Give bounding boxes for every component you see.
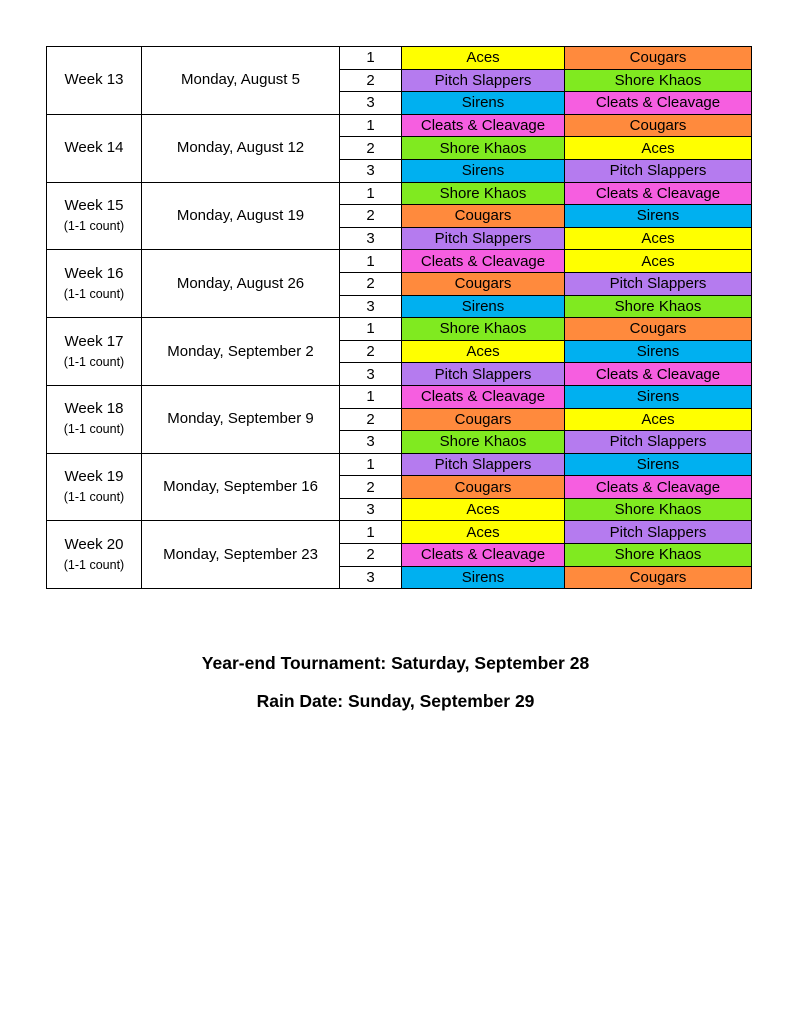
- away-team: Pitch Slappers: [565, 272, 752, 295]
- away-team: Pitch Slappers: [565, 431, 752, 454]
- away-team: Shore Khaos: [565, 69, 752, 92]
- game-number: 2: [340, 544, 402, 567]
- away-team: Shore Khaos: [565, 544, 752, 567]
- game-number: 2: [340, 205, 402, 228]
- home-team: Sirens: [402, 159, 565, 182]
- away-team: Sirens: [565, 340, 752, 363]
- home-team: Shore Khaos: [402, 182, 565, 205]
- away-team: Pitch Slappers: [565, 521, 752, 544]
- week-cell: [47, 182, 142, 250]
- schedule-table: [46, 46, 752, 589]
- game-number: 3: [340, 566, 402, 589]
- away-team: Sirens: [565, 205, 752, 228]
- home-team: Aces: [402, 498, 565, 521]
- away-team: Cougars: [565, 114, 752, 137]
- game-date: Monday, August 26: [142, 250, 340, 318]
- game-row: [47, 114, 752, 137]
- game-number: 2: [340, 476, 402, 499]
- week-label: Week 17: [64, 332, 124, 350]
- game-number: 1: [340, 521, 402, 544]
- game-date: Monday, August 5: [142, 47, 340, 115]
- game-row: [47, 318, 752, 341]
- week-label: Week 18: [64, 400, 124, 418]
- game-number: 3: [340, 159, 402, 182]
- game-number: 1: [340, 250, 402, 273]
- game-date: Monday, September 16: [142, 453, 340, 521]
- week-note: (1-1 count): [63, 422, 125, 437]
- game-row: [47, 385, 752, 408]
- rain-date: Rain Date: Sunday, September 29: [256, 691, 535, 711]
- home-team: Pitch Slappers: [402, 363, 565, 386]
- game-number: 3: [340, 92, 402, 115]
- week-note: (1-1 count): [63, 286, 125, 301]
- game-number: 3: [340, 431, 402, 454]
- week-note: (1-1 count): [63, 218, 125, 233]
- away-team: Cleats & Cleavage: [565, 476, 752, 499]
- week-cell: [47, 385, 142, 453]
- game-date: Monday, August 12: [142, 114, 340, 182]
- game-number: 2: [340, 137, 402, 160]
- game-row: [47, 182, 752, 205]
- week-cell: [47, 318, 142, 386]
- game-number: 2: [340, 69, 402, 92]
- week-label: Week 19: [64, 468, 124, 486]
- game-number: 3: [340, 295, 402, 318]
- week-note: (1-1 count): [63, 557, 125, 572]
- away-team: Pitch Slappers: [565, 159, 752, 182]
- away-team: Shore Khaos: [565, 498, 752, 521]
- home-team: Pitch Slappers: [402, 227, 565, 250]
- week-cell: [47, 521, 142, 589]
- game-number: 1: [340, 182, 402, 205]
- away-team: Aces: [565, 227, 752, 250]
- game-row: [47, 250, 752, 273]
- away-team: Shore Khaos: [565, 295, 752, 318]
- week-label: Week 14: [64, 139, 124, 157]
- game-number: 1: [340, 385, 402, 408]
- away-team: Cleats & Cleavage: [565, 92, 752, 115]
- home-team: Shore Khaos: [402, 318, 565, 341]
- home-team: Sirens: [402, 295, 565, 318]
- away-team: Cougars: [565, 318, 752, 341]
- away-team: Cougars: [565, 566, 752, 589]
- week-note: (1-1 count): [63, 354, 125, 369]
- home-team: Cleats & Cleavage: [402, 385, 565, 408]
- home-team: Shore Khaos: [402, 431, 565, 454]
- game-row: [47, 453, 752, 476]
- tournament-date: Year-end Tournament: Saturday, September 28: [201, 653, 590, 673]
- home-team: Aces: [402, 47, 565, 70]
- home-team: Cougars: [402, 205, 565, 228]
- week-cell: [47, 114, 142, 182]
- game-number: 1: [340, 453, 402, 476]
- week-label: Week 13: [64, 71, 124, 89]
- game-number: 2: [340, 340, 402, 363]
- week-note: (1-1 count): [63, 490, 125, 505]
- game-number: 1: [340, 318, 402, 341]
- game-number: 1: [340, 114, 402, 137]
- week-cell: [47, 453, 142, 521]
- away-team: Aces: [565, 250, 752, 273]
- away-team: Cleats & Cleavage: [565, 363, 752, 386]
- home-team: Pitch Slappers: [402, 69, 565, 92]
- home-team: Aces: [402, 340, 565, 363]
- away-team: Sirens: [565, 385, 752, 408]
- home-team: Cleats & Cleavage: [402, 250, 565, 273]
- home-team: Pitch Slappers: [402, 453, 565, 476]
- game-date: Monday, September 9: [142, 385, 340, 453]
- home-team: Cougars: [402, 476, 565, 499]
- week-label: Week 16: [64, 264, 124, 282]
- game-number: 1: [340, 47, 402, 70]
- home-team: Sirens: [402, 566, 565, 589]
- game-number: 2: [340, 408, 402, 431]
- game-row: [47, 47, 752, 70]
- home-team: Sirens: [402, 92, 565, 115]
- home-team: Cleats & Cleavage: [402, 114, 565, 137]
- week-cell: [47, 250, 142, 318]
- week-label: Week 15: [64, 196, 124, 214]
- away-team: Cougars: [565, 47, 752, 70]
- week-cell: [47, 47, 142, 115]
- game-number: 2: [340, 272, 402, 295]
- away-team: Aces: [565, 408, 752, 431]
- game-number: 3: [340, 227, 402, 250]
- game-date: Monday, September 2: [142, 318, 340, 386]
- away-team: Cleats & Cleavage: [565, 182, 752, 205]
- away-team: Aces: [565, 137, 752, 160]
- game-number: 3: [340, 498, 402, 521]
- home-team: Cougars: [402, 272, 565, 295]
- game-date: Monday, September 23: [142, 521, 340, 589]
- home-team: Cougars: [402, 408, 565, 431]
- away-team: Sirens: [565, 453, 752, 476]
- game-row: [47, 521, 752, 544]
- home-team: Shore Khaos: [402, 137, 565, 160]
- schedule-body: [47, 47, 752, 589]
- week-label: Week 20: [64, 535, 124, 553]
- home-team: Aces: [402, 521, 565, 544]
- game-number: 3: [340, 363, 402, 386]
- home-team: Cleats & Cleavage: [402, 544, 565, 567]
- game-date: Monday, August 19: [142, 182, 340, 250]
